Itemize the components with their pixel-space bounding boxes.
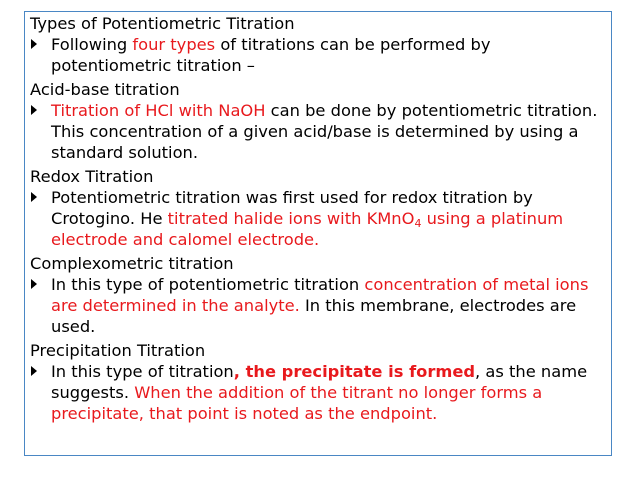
highlighted-text: four types — [132, 35, 216, 54]
highlighted-text: concentration of metal ions are determined in the analyte. — [51, 275, 589, 315]
bullet-item — [30, 361, 614, 424]
arrow-bullet-icon — [31, 105, 37, 115]
highlighted-text: titrated halide ions with KMnO — [167, 209, 415, 228]
bullet-item — [30, 34, 614, 76]
section-heading: Complexometric titration — [30, 254, 234, 273]
arrow-bullet-icon — [31, 366, 37, 376]
highlighted-text: 4 — [414, 217, 422, 230]
body-text: of titrations can be performed by potentiometric titration – — [51, 35, 491, 75]
arrow-bullet-icon — [31, 192, 37, 202]
arrow-bullet-icon — [31, 279, 37, 289]
body-text: Following — [51, 35, 133, 54]
body-text: In this type of titration — [51, 362, 234, 381]
highlighted-text: When the addition of the titrant no longer forms a precipitate, that point is noted as the endpoint. — [51, 383, 543, 423]
section-heading: Redox Titration — [30, 167, 154, 186]
bullet-item — [30, 187, 614, 250]
highlighted-text: Titration of HCl with NaOH — [51, 101, 266, 120]
bullet-item — [30, 100, 614, 163]
slide-content — [30, 13, 614, 427]
section-heading: Acid-base titration — [30, 80, 180, 99]
section-heading: Types of Potentiometric Titration — [30, 14, 295, 33]
arrow-bullet-icon — [31, 39, 37, 49]
body-text: can be done by potentiometric titration. This concentration of a given acid/base is determined by using a standard solution. — [51, 101, 598, 162]
body-text: In this membrane, electrodes are used. — [51, 296, 577, 336]
body-text: Potentiometric titration was first used for redox titration by Crotogino. He — [51, 188, 533, 228]
highlighted-text: , the precipitate is formed — [233, 362, 476, 381]
body-text: , as the name suggests. — [51, 362, 588, 402]
section-heading: Precipitation Titration — [30, 341, 206, 360]
highlighted-text: using a platinum electrode and calomel electrode. — [51, 209, 564, 249]
body-text: In this type of potentiometric titration — [51, 275, 365, 294]
bullet-item — [30, 274, 614, 337]
